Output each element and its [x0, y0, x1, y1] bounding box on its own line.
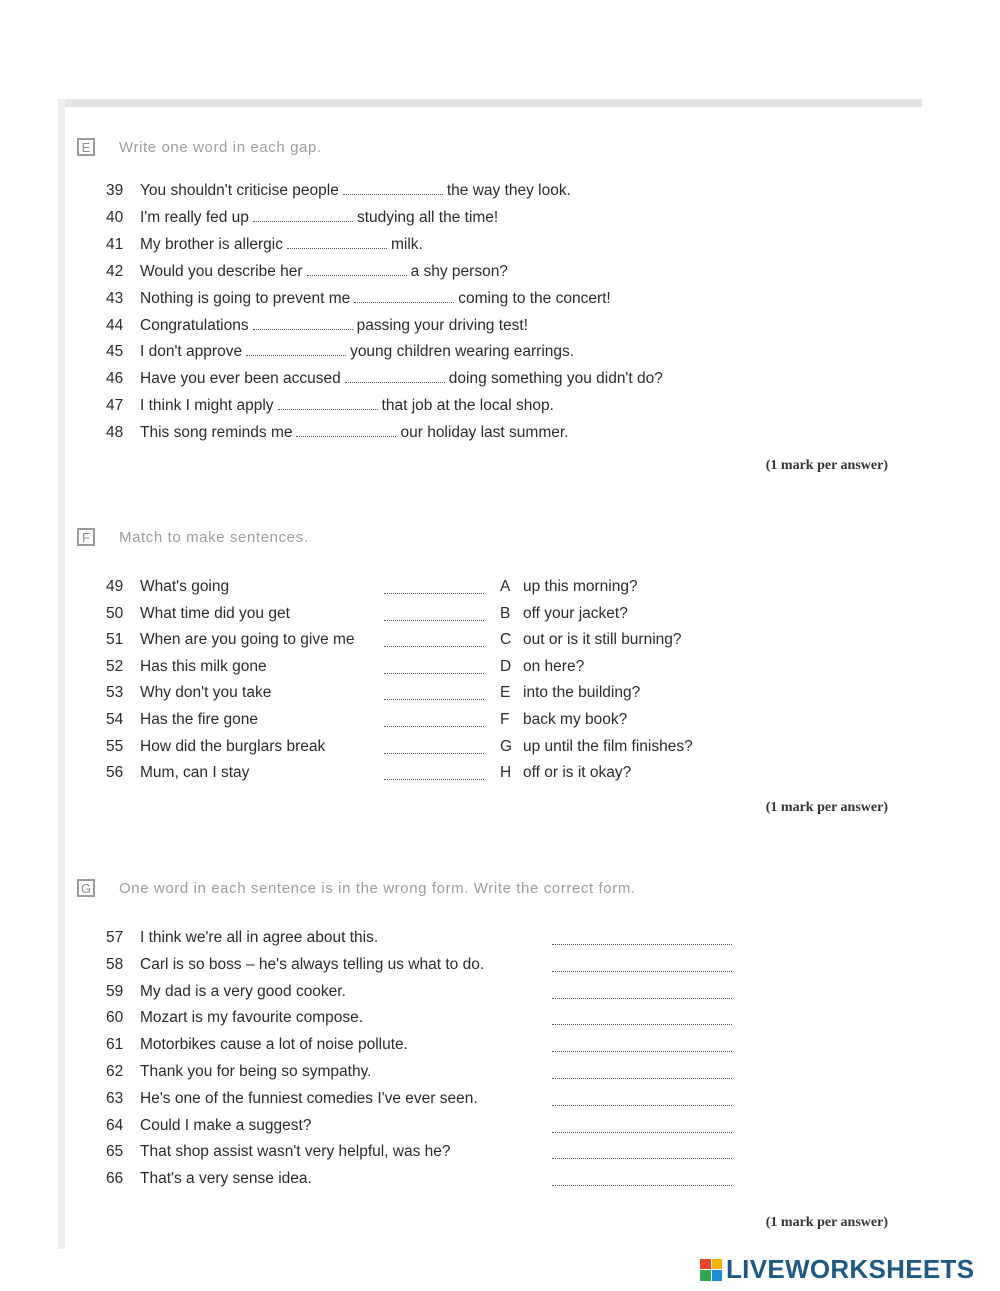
answer-gap[interactable]: [345, 368, 445, 383]
option-text: up until the film finishes?: [523, 737, 693, 755]
answer-gap[interactable]: [552, 1010, 732, 1025]
section-f-header: [77, 525, 309, 549]
match-left-part: [106, 682, 271, 704]
section-g-marks: (1 mark per answer): [765, 1215, 888, 1230]
sentence-start: Why don't you take: [140, 684, 272, 702]
sentence-start: Would you describe her: [140, 262, 303, 280]
sentence-end: the way they look.: [446, 182, 571, 199]
match-item: [106, 762, 726, 784]
sentence-start: Nothing is going to prevent me: [140, 289, 351, 307]
sentence-text: Motorbikes cause a lot of noise pollute.: [140, 1036, 408, 1054]
section-f-letter: F: [77, 528, 95, 546]
match-left-part: [106, 709, 258, 731]
answer-gap[interactable]: [552, 930, 732, 945]
logo-square: [700, 1270, 711, 1281]
gap-fill-item: [106, 180, 571, 202]
word-form-item: [106, 1007, 746, 1029]
gap-fill-item: [106, 368, 663, 390]
match-left-part: [106, 576, 229, 598]
sentence-end: passing your driving test!: [356, 316, 529, 334]
scan-left-edge: [58, 99, 65, 1249]
sentence-start: Mum, can I stay: [140, 764, 250, 782]
word-form-item: [106, 954, 746, 976]
gap-fill-item: [106, 234, 423, 256]
item-number: 48: [106, 424, 124, 442]
gap-fill-item: [106, 261, 508, 283]
section-f-marks: (1 mark per answer): [765, 800, 888, 815]
match-left-part: [106, 603, 290, 625]
item-number: 39: [106, 182, 124, 199]
sentence-start: What time did you get: [140, 604, 290, 622]
match-left-part: [106, 762, 249, 784]
match-left-part: [106, 736, 325, 758]
logo-square: [712, 1259, 723, 1270]
sentence-text: Could I make a suggest?: [140, 1116, 312, 1134]
sentence-end: young children wearing earrings.: [350, 343, 575, 361]
word-form-item: [106, 981, 746, 1003]
option-letter: G: [500, 737, 513, 755]
word-form-item: [106, 1141, 746, 1163]
sentence-start: Has this milk gone: [140, 657, 267, 675]
option-letter: B: [500, 604, 511, 622]
sentence-text: That shop assist wasn't very helpful, was he?: [140, 1143, 451, 1161]
liveworksheets-logo-icon: [700, 1259, 722, 1281]
option-letter: E: [500, 684, 511, 702]
option-text: on here?: [523, 657, 585, 675]
answer-gap[interactable]: [384, 765, 484, 780]
word-form-item: [106, 927, 746, 949]
match-item: [106, 603, 726, 625]
answer-gap[interactable]: [343, 180, 443, 195]
sentence-start: This song reminds me: [140, 424, 293, 442]
option-text: off your jacket?: [523, 604, 628, 622]
word-form-item: [106, 1115, 746, 1137]
answer-gap[interactable]: [552, 1144, 732, 1159]
item-number: 47: [106, 397, 124, 415]
sentence-start: How did the burglars break: [140, 737, 326, 755]
item-number: 54: [106, 711, 124, 728]
answer-gap[interactable]: [384, 712, 484, 727]
answer-gap[interactable]: [253, 315, 353, 330]
sentence-start: Have you ever been accused: [140, 370, 341, 388]
answer-gap[interactable]: [354, 288, 454, 303]
sentence-text: Carl is so boss – he's always telling us what to do.: [140, 955, 485, 973]
item-number: 66: [106, 1170, 124, 1188]
answer-gap[interactable]: [384, 739, 484, 754]
item-number: 43: [106, 289, 124, 307]
item-number: 53: [106, 684, 124, 702]
gap-fill-item: [106, 207, 498, 229]
option-text: into the building?: [523, 684, 641, 702]
sentence-end: coming to the concert!: [458, 289, 611, 307]
item-number: 45: [106, 343, 124, 361]
gap-fill-item: [106, 395, 554, 417]
sentence-end: milk.: [391, 235, 423, 253]
item-number: 41: [106, 235, 124, 253]
section-g-instruction: One word in each sentence is in the wrong form. Write the correct form.: [119, 879, 636, 897]
sentence-text: I think we're all in agree about this.: [140, 929, 379, 946]
sentence-end: doing something you didn't do?: [448, 370, 663, 388]
word-form-item: [106, 1034, 746, 1056]
option-letter: D: [500, 657, 512, 675]
answer-gap[interactable]: [384, 632, 484, 647]
logo-square: [700, 1259, 711, 1270]
sentence-start: When are you going to give me: [140, 631, 355, 649]
brand-name: LIVEWORKSHEETS: [726, 1254, 975, 1284]
item-number: 46: [106, 370, 124, 388]
answer-gap[interactable]: [253, 207, 353, 222]
section-e-instruction: Write one word in each gap.: [119, 138, 322, 156]
item-number: 61: [106, 1036, 124, 1054]
answer-gap[interactable]: [296, 422, 396, 437]
answer-gap[interactable]: [287, 234, 387, 249]
item-number: 60: [106, 1009, 124, 1027]
option-text: off or is it okay?: [523, 764, 632, 782]
item-number: 64: [106, 1116, 124, 1134]
answer-gap[interactable]: [384, 579, 484, 594]
liveworksheets-brand: [700, 1254, 974, 1285]
item-number: 50: [106, 604, 124, 622]
word-form-item: [106, 1168, 746, 1190]
answer-gap[interactable]: [307, 261, 407, 276]
answer-gap[interactable]: [552, 1064, 732, 1079]
item-number: 58: [106, 955, 124, 973]
answer-gap[interactable]: [552, 1171, 732, 1186]
match-item: [106, 709, 726, 731]
sentence-start: Congratulations: [140, 316, 249, 334]
item-number: 40: [106, 208, 124, 226]
section-e-letter: E: [77, 138, 95, 156]
sentence-start: I'm really fed up: [140, 208, 249, 226]
answer-gap[interactable]: [384, 606, 484, 621]
sentence-start: You shouldn't criticise people: [140, 182, 339, 199]
sentence-end: that job at the local shop.: [381, 397, 554, 415]
sentence-start: I don't approve: [140, 343, 243, 361]
item-number: 65: [106, 1143, 124, 1161]
answer-gap[interactable]: [246, 341, 346, 356]
gap-fill-item: [106, 341, 574, 363]
word-form-item: [106, 1061, 746, 1083]
answer-gap[interactable]: [278, 395, 378, 410]
section-g-letter: G: [77, 879, 95, 897]
match-item: [106, 629, 726, 651]
section-e-marks: (1 mark per answer): [765, 458, 888, 473]
sentence-start: Has the fire gone: [140, 711, 259, 728]
answer-gap[interactable]: [552, 1037, 732, 1052]
option-text: back my book?: [523, 711, 628, 728]
answer-gap[interactable]: [552, 957, 732, 972]
option-letter: H: [500, 764, 512, 782]
item-number: 49: [106, 578, 124, 595]
word-form-item: [106, 1088, 746, 1110]
item-number: 59: [106, 982, 124, 1000]
section-e-header: [77, 135, 322, 159]
match-left-part: [106, 629, 355, 651]
item-number: 42: [106, 262, 124, 280]
section-g-header: [77, 876, 636, 900]
item-number: 57: [106, 929, 124, 946]
match-item: [106, 656, 726, 678]
gap-fill-item: [106, 288, 611, 310]
sentence-text: That's a very sense idea.: [140, 1170, 312, 1188]
sentence-text: Mozart is my favourite compose.: [140, 1009, 364, 1027]
option-letter: F: [500, 711, 510, 728]
item-number: 44: [106, 316, 124, 334]
sentence-text: My dad is a very good cooker.: [140, 982, 346, 1000]
option-text: up this morning?: [523, 578, 638, 595]
logo-square: [712, 1270, 723, 1281]
option-text: out or is it still burning?: [523, 631, 682, 649]
sentence-text: He's one of the funniest comedies I've ever seen.: [140, 1089, 478, 1107]
answer-gap[interactable]: [552, 984, 732, 999]
item-number: 55: [106, 737, 124, 755]
answer-gap[interactable]: [552, 1118, 732, 1133]
match-item: [106, 682, 726, 704]
scan-top-edge: [58, 99, 922, 107]
answer-gap[interactable]: [384, 659, 484, 674]
option-letter: A: [500, 578, 511, 595]
section-f-instruction: Match to make sentences.: [119, 528, 309, 546]
item-number: 63: [106, 1089, 124, 1107]
item-number: 62: [106, 1063, 124, 1080]
item-number: 56: [106, 764, 124, 782]
match-item: [106, 736, 726, 758]
sentence-start: My brother is allergic: [140, 235, 283, 253]
option-letter: C: [500, 631, 512, 649]
match-left-part: [106, 656, 267, 678]
sentence-start: What's going: [140, 578, 230, 595]
gap-fill-item: [106, 422, 568, 444]
item-number: 52: [106, 657, 124, 675]
sentence-end: a shy person?: [410, 262, 508, 280]
sentence-start: I think I might apply: [140, 397, 274, 415]
sentence-end: studying all the time!: [356, 208, 499, 226]
item-number: 51: [106, 631, 124, 649]
answer-gap[interactable]: [552, 1091, 732, 1106]
answer-gap[interactable]: [384, 685, 484, 700]
gap-fill-item: [106, 315, 528, 337]
sentence-end: our holiday last summer.: [400, 424, 569, 442]
match-item: [106, 576, 726, 598]
sentence-text: Thank you for being so sympathy.: [140, 1063, 372, 1080]
